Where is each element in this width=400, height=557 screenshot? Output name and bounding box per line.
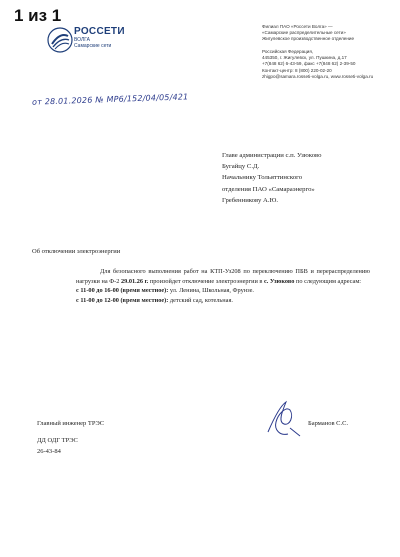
- outage-date: 29.01.26 г.: [121, 277, 149, 285]
- logo-line1: ВОЛГА: [74, 37, 90, 43]
- recipient-line: отделения ПАО «Самараэнерго»: [222, 185, 315, 193]
- logo-line2: Самарские сети: [74, 43, 112, 49]
- org-line: Российская Федерация,: [262, 49, 314, 55]
- letter-body: [76, 267, 370, 306]
- org-line: Жигулевское производственное отделение: [262, 36, 355, 42]
- village-name: с. Узюково: [263, 277, 295, 285]
- page-counter: 1 из 1: [14, 6, 62, 25]
- recipient-block: [222, 150, 322, 206]
- rosseti-logo-icon: [46, 26, 74, 54]
- dept-name: ДД ОДГ ТРЭС: [37, 437, 78, 444]
- recipient-line: Гребенникову А.Ю.: [222, 196, 279, 204]
- org-line: +7(848 62) 6-43-59, факс +7(848 62) 2-39-50: [262, 61, 356, 67]
- org-header: [262, 24, 397, 80]
- org-line: zhigpo@samara.rosseti-volga.ru, www.rosseti-volga.ru: [262, 73, 374, 79]
- logo-name: РОССЕТИ: [74, 26, 125, 37]
- org-line: 445350, г. Жигулевск, ул. Пушкина, д.17: [262, 55, 347, 61]
- signatory-name: Барманов С.С.: [308, 420, 349, 427]
- logo-text: [74, 26, 125, 49]
- org-line: Контакт-центр: 8 (800) 220-02-20: [262, 67, 332, 73]
- schedule-item: с 11-00 до 16-00 (время местное): ул. Ленина, Школьная, Фрунзе.: [76, 287, 254, 295]
- handwritten-reference: от 28.01.2026 № МР6/152/04/05/421: [31, 92, 189, 107]
- org-line: Филиал ПАО «Россети Волга» —: [262, 24, 333, 29]
- dispatch-block: [37, 436, 78, 457]
- recipient-line: Бугайцу С.Д.: [222, 163, 260, 171]
- org-line: «Самарские распределительные сети»: [262, 30, 346, 36]
- body-paragraph: Для безопасного выполнения работ на КТП-Уз208 по переключению ПБВ и перераспределению нагрузки на Ф-2 29.01.26 г. произойдет отключение электроэнергии в с. Узюково по следующим адресам:: [76, 268, 370, 285]
- dept-phone: 26-43-84: [37, 447, 61, 455]
- recipient-line: Главе администрации с.п. Узюково: [222, 152, 322, 159]
- signatory-title: Главный инженер ТРЭС: [37, 420, 105, 427]
- recipient-line: Начальнику Тольяттинского: [222, 174, 303, 182]
- schedule-item: с 11-00 до 12-00 (время местное): детский сад, котельная.: [76, 297, 233, 305]
- letter-subject: Об отключении электроэнергии: [32, 248, 121, 255]
- handwritten-signature: [260, 398, 304, 440]
